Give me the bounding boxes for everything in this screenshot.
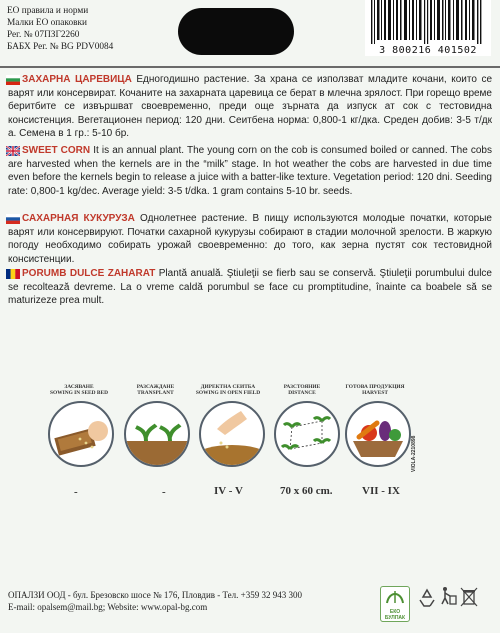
section-en-body: It is an annual plant. The young corn on the cob is consumed boiled or canned. The cobs are harvested when the kernels are in the “milk” stage. In hot weather the cobs are harvested in due time even before the kernels begin to release a juice with a batter-like texture. Vegetation period: 120 dni. Seeding rate: 0,800-1 kg/dec. Average yield: 3-5 t/dka. 1 gram contains 5-10 br. seeds. [8,145,492,197]
step-transplant [118,384,193,396]
section-en-title: SWEET CORN [22,145,91,156]
section-ro-text [8,267,492,308]
footer-contact: E-mail: opalsem@mail.bg; Website: www.opal-bg.com [8,602,208,612]
side-code [411,412,423,472]
top-divider [0,66,500,68]
bin-crossed-icon [460,586,478,608]
step-sowing-label-bg: ЗАСЯВАНЕ [64,384,94,390]
eko-bulpak-text: ЕКО БУЛПАК [384,609,406,621]
step-harvest-label-bg: ГОТОВА ПРОДУКЦИЯ [345,384,405,390]
distance-icon [274,401,340,467]
section-bg-text [8,73,492,141]
step-distance [264,384,340,396]
eko-bulpak-logo [380,586,410,622]
section-en-text [8,144,492,198]
step-harvest [336,384,414,396]
header-reg-number: Рег. № 07ПЗГ2260 [7,30,80,40]
harvest-icon [345,401,411,467]
step-harvest-label-en: HARVEST [362,390,388,396]
step-distance-value: 70 x 60 cm. [280,485,333,497]
barcode [365,0,491,56]
section-ro-body: Plantă anuală. Ştiuleţii se fierb sau se conservă. Ştiuleţii porumbului dulce se recoltează devreme. La o vreme caldă porumbul se face cu promptitudine, înainte ca boabele să se maturizeze prea mult. [8,268,492,307]
step-distance-label-en: DISTANCE [288,390,316,396]
step-transplant-label-en: TRANSPLANT [137,390,174,396]
seed-tray-icon [48,401,114,467]
step-sowing-value: - [74,486,78,498]
direct-sowing-icon [199,401,265,467]
side-code-text: VIOLA-2210898 [411,435,417,472]
section-bg-title: ЗАХАРНА ЦАРЕВИЦА [22,74,132,85]
step-distance-label-bg: РАЗСТОЯНИЕ [283,384,321,390]
header-babh-reg: БАБХ Рег. № BG PDV0084 [7,42,114,52]
barcode-number: 3 800216 401502 [379,45,477,56]
step-open-field [188,384,268,396]
section-ro-title: PORUMB DULCE ZAHARAT [22,268,156,279]
section-ru-text [8,212,492,266]
step-open-field-label-en: SOWING IN OPEN FIELD [195,390,261,396]
step-transplant-value: - [162,486,166,498]
section-ru-body: Однолетнее растение. В пищу используются молодые початки, которые варят или консервируют. Початки сахарной кукурузы собирают в стадии молочной зрелости. В жаркую погоду необходимо собирать урожай своевременно: до того, как зерна пустят сок тестовидной консистенции. [8,213,492,265]
hang-hole [178,8,294,55]
step-open-field-label-bg: ДИРЕКТНА СЕИТБА [200,384,256,390]
recycle-icon [417,588,437,608]
section-bg-body: Едногодишно растение. За храна се използват младите кочани, които се варят или консервират. Кочаните на захарната царевица се берат в млечна зрялост. При горещо време беритбите се извършват своевременно, преди още зърната да изпуск ат сок с тестовидна консистенция. Вегетационен период: 120 дни. Сеитбена норма: 0,800-1 кг/дка. Среден добив: 3-5 т/дк а. Семена в 1 гр.: 5-10 бр. [8,74,493,140]
step-sowing-label-en: SOWING IN SEED BED [50,390,108,396]
header-packaging: Малки ЕО опаковки [7,18,87,28]
step-sowing-seed-bed [44,384,114,396]
step-transplant-label-bg: РАЗСАЖДАНЕ [136,384,175,390]
header-rules: ЕО правила и норми [7,6,89,16]
step-open-field-value: IV - V [214,485,243,497]
step-harvest-value: VII - IX [362,485,400,497]
footer-address: ОПАЛЗИ ООД - бул. Брезовско шосе № 176, Пловдив - Тел. +359 32 943 300 [8,590,302,600]
barcode-bars [371,0,485,44]
tidyman-icon [440,586,458,608]
transplant-icon [124,401,190,467]
section-ru-title: САХАРНАЯ КУКУРУЗА [22,213,135,224]
